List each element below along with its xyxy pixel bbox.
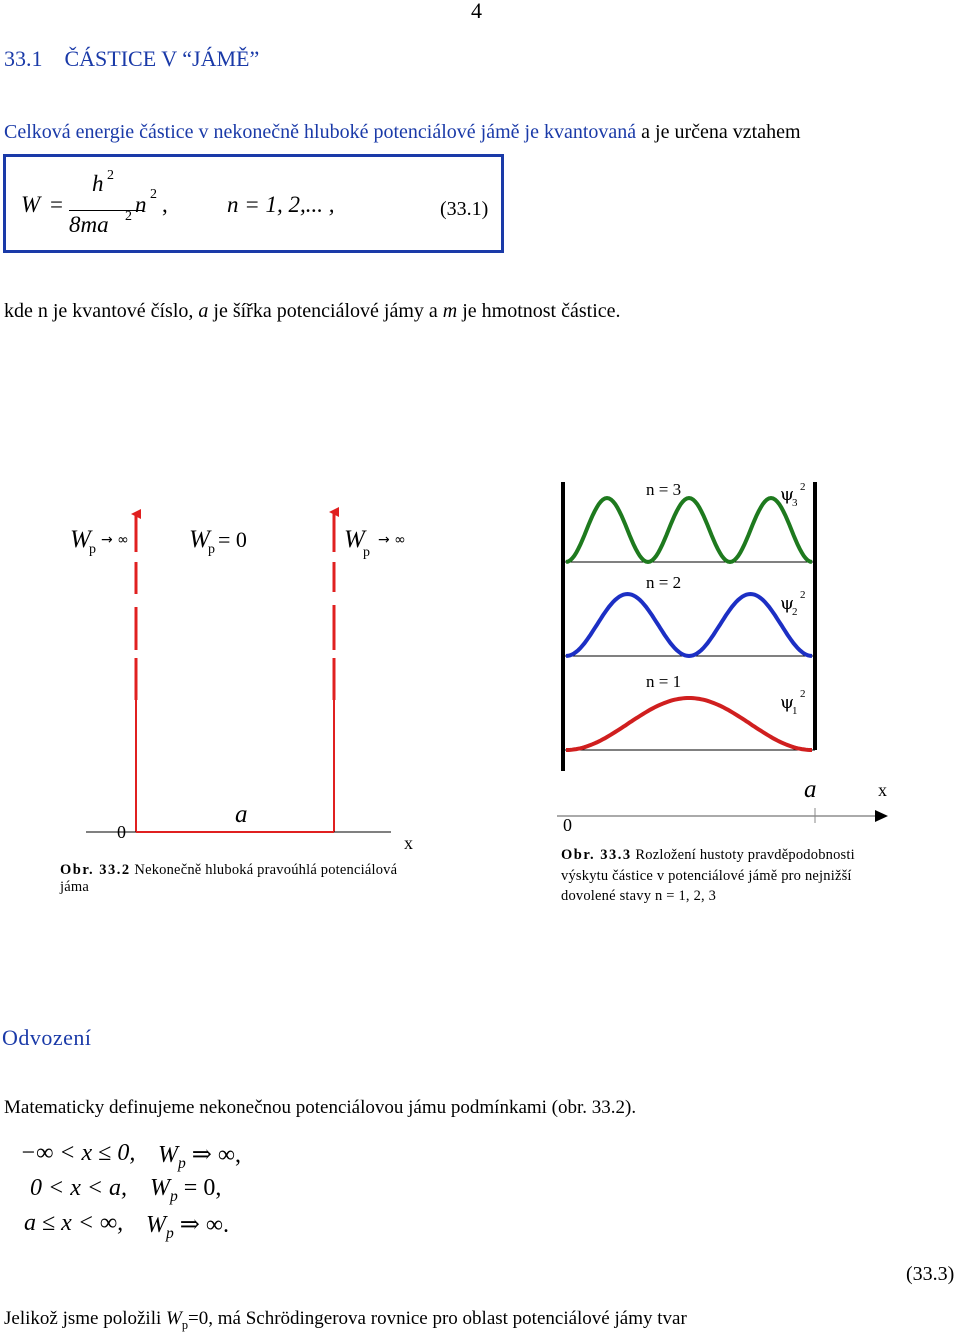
condition-2-domain: 0 < x < a,	[30, 1175, 128, 1201]
last-line-W: W	[166, 1308, 182, 1329]
derivation-heading: Odvození	[2, 1025, 92, 1050]
eq-denominator: 8ma	[69, 212, 109, 237]
psi1-sub: 1	[792, 705, 798, 717]
condition-2-potential	[150, 1175, 221, 1206]
psi3-label: ψ	[780, 484, 795, 505]
eq-denominator-exp: 2	[125, 209, 132, 224]
section-title-text: ČÁSTICE V “JÁMĚ”	[64, 46, 260, 71]
condition-2	[30, 1175, 127, 1202]
intro-highlight: Celková energie částice v nekonečně hluboké potenciálové jámě je kvantovaná	[4, 121, 637, 143]
psi3-squared-curve	[566, 498, 812, 562]
condition-3	[24, 1210, 123, 1237]
condition-1	[20, 1140, 135, 1167]
eq-factor-exp: 2	[150, 187, 157, 202]
psi3-sub: 3	[792, 497, 798, 509]
condition-1-W: W	[158, 1142, 178, 1168]
page-number: 4	[471, 0, 482, 23]
last-line-part-1: Jelikož jsme položili	[4, 1308, 167, 1329]
eq-factor: n	[135, 192, 147, 217]
condition-3-potential	[146, 1210, 229, 1243]
condition-1-domain: −∞ < x ≤ 0,	[20, 1140, 136, 1166]
eq-numerator: h	[92, 171, 104, 196]
last-line-part-2: =0, má Schrödingerova rovnice pro oblast potenciálové jámy tvar	[188, 1308, 687, 1329]
right-wall-sub: p	[363, 545, 370, 560]
condition-1-potential	[158, 1140, 241, 1173]
figure-33-3-caption	[561, 845, 855, 907]
level-3-label: n = 3	[646, 480, 682, 499]
eq-equals: =	[50, 192, 63, 217]
psi1-squared-curve	[566, 698, 812, 750]
condition-3-W: W	[146, 1212, 166, 1238]
eq-comma: ,	[162, 192, 168, 217]
intro-rest: a je určena vztahem	[636, 121, 801, 143]
eq-lhs: W	[21, 192, 41, 217]
psi1-exp: 2	[800, 688, 806, 700]
psi2-squared-curve	[566, 594, 812, 656]
condition-3-sub: p	[166, 1224, 174, 1242]
mid-value: = 0	[218, 527, 247, 552]
caption-33-3-prefix: Obr. 33.3	[561, 847, 632, 863]
equation-33-3-label: (33.3)	[906, 1263, 955, 1285]
condition-3-domain: a ≤ x < ∞,	[24, 1210, 124, 1236]
figure-33-2	[70, 512, 413, 853]
psi2-label: ψ	[780, 593, 795, 614]
x-axis-arrowhead	[875, 810, 888, 822]
eq-n-values: n = 1, 2,... ,	[227, 192, 335, 217]
left-wall-label: W	[70, 526, 91, 553]
caption-33-2-line-1: Nekonečně hluboká pravoúhlá potenciálová	[130, 862, 398, 878]
x-axis-label-2: x	[878, 780, 887, 800]
well-width-label-2: a	[804, 776, 817, 803]
caption-33-3-line-3: dovolené stavy n = 1, 2, 3	[561, 888, 717, 904]
caption-33-3-line-1: Rozložení hustoty pravděpodobnosti	[631, 847, 855, 863]
origin-label: 0	[117, 822, 126, 842]
mid-sub: p	[208, 542, 215, 557]
where-part-2: je šířka potenciálové jámy a	[208, 300, 443, 322]
math-intro-text: Matematicky definujeme nekonečnou potenciálovou jámu podmínkami (obr. 33.2).	[4, 1097, 637, 1118]
caption-33-2-line-2: jáma	[60, 879, 89, 895]
condition-3-rel: ⇒ ∞.	[179, 1212, 230, 1238]
level-2-label: n = 2	[646, 573, 682, 592]
eq-label: (33.1)	[440, 198, 489, 220]
caption-33-3-line-2: výskytu částice v potenciálové jámě pro nejnižší	[561, 867, 852, 884]
left-wall-sub: p	[89, 542, 96, 557]
condition-2-sub: p	[170, 1187, 178, 1205]
psi1-label: ψ	[780, 692, 795, 713]
psi3-exp: 2	[800, 481, 806, 493]
figure-33-2-caption	[60, 862, 397, 896]
mid-label: W	[189, 526, 210, 553]
psi2-sub: 2	[792, 606, 798, 618]
last-line	[4, 1308, 687, 1333]
last-line-sub: p	[181, 1317, 189, 1332]
well-width-label: a	[235, 801, 248, 828]
right-wall-arrow: → ∞	[378, 532, 406, 548]
condition-2-rel: = 0,	[183, 1175, 222, 1201]
where-part-3: je hmotnost částice.	[457, 300, 621, 322]
where-part-1: kde n je kvantové číslo,	[4, 300, 199, 322]
x-axis-label: x	[404, 833, 413, 853]
right-wall-label: W	[344, 526, 365, 553]
condition-1-rel: ⇒ ∞,	[191, 1142, 242, 1168]
figure-33-3	[557, 480, 888, 835]
left-wall-arrow: → ∞	[101, 532, 129, 548]
eq-numerator-exp: 2	[107, 168, 114, 183]
where-var-a: a	[198, 300, 209, 322]
origin-label-2: 0	[563, 815, 572, 835]
condition-1-sub: p	[178, 1154, 186, 1172]
condition-2-W: W	[150, 1175, 170, 1201]
psi2-exp: 2	[800, 589, 806, 601]
level-1-label: n = 1	[646, 672, 682, 691]
caption-33-2-prefix: Obr. 33.2	[60, 862, 131, 878]
section-number: 33.1	[4, 46, 43, 71]
where-var-m: m	[442, 300, 458, 322]
